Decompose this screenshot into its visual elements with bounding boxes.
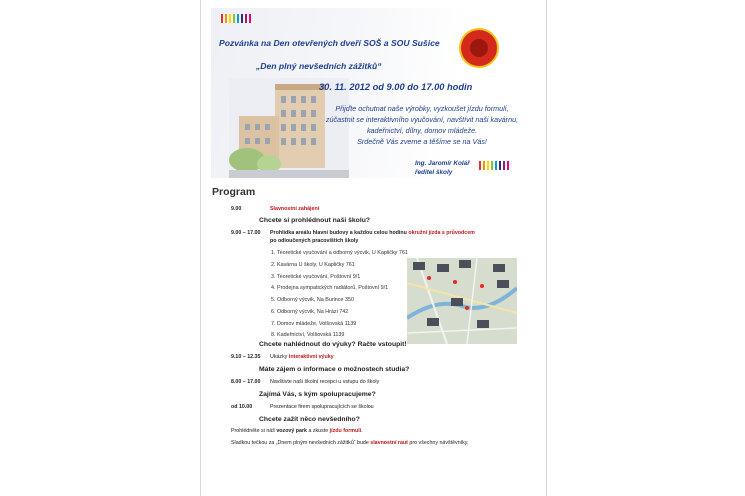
partners-description: Prezentace firem spolupracujících se školou [270, 404, 374, 410]
lessons-time: 9.10 – 12.35 [231, 354, 261, 360]
closing-text: Sladkou tečkou za „Dnem plným nevšedních zážitků“ bude slavnostní raut pro všechny návštěvníky. [231, 440, 469, 446]
invitation-title: Pozvánka na Den otevřených dveří SOŠ a SOU Sušice [219, 38, 440, 48]
signature: Ing. Jaromír Kolář ředitel školy [415, 160, 470, 176]
info-time: 8.00 – 17.00 [231, 379, 261, 385]
list-item: 4. Prodejna sympatických radiátorů, Poštovní 9/1 [271, 285, 389, 292]
tour-description-cont: po odloučených pracovištích školy [270, 238, 359, 244]
question-lessons: Chcete nahlédnout do výuky? Račte vstoupit! [259, 341, 407, 348]
list-item: 5. Odborný výcvik, Na Burince 350 [271, 297, 354, 303]
list-item: 6. Odborný výcvik, Na Hrázi 742 [271, 308, 349, 315]
info-description: Navštivte naši školní recepci u vstupu do školy [270, 379, 380, 385]
tour-time: 9.00 – 17.00 [231, 230, 261, 236]
list-item: 2. Kavárna U školy, U Kapličky 761 [271, 261, 355, 268]
question-partners: Zajímá Vás, s kým spolupracujeme? [259, 391, 376, 398]
list-item: 3. Teoretické vyučování, Poštovní 9/1 [271, 273, 361, 280]
program-title: Program [212, 186, 256, 198]
color-stripes-bottom [479, 161, 509, 170]
lessons-description: Ukázky interaktivní výuky [270, 354, 334, 360]
color-stripes-top [221, 14, 251, 23]
school-logo [459, 28, 499, 68]
invitation-page [200, 0, 547, 496]
event-date: 30. 11. 2012 od 9.00 do 17.00 hodin [319, 82, 473, 92]
program-opening: 9.00 [231, 206, 242, 212]
car-fleet-text: Prohlédněte si náš vozový park a zkuste jízdu formulí. [231, 428, 363, 434]
location-list [271, 248, 408, 342]
tour-description: Prohlídka areálu hlavní budovy a každou celou hodinu okružní jízda s průvodcem [270, 230, 475, 236]
header-banner [211, 8, 531, 178]
list-item: 1. Teoretické vyučování a odborný výcvik, U Kapličky 761 [271, 250, 408, 256]
invitation-text: Přijďte ochutnat naše výrobky, vyzkoušet jízdu formulí, zúčastnit se interaktivního vyučování, navštívit naši kavárnu, kadeřnictví, dílny, domov mládeže. Srdečně Vás zveme a těšíme se na Vás! [325, 104, 519, 146]
invitation-subtitle: „Den plný nevšedních zážitků“ [256, 61, 382, 71]
partners-time: od 10.00 [231, 404, 253, 410]
question-school: Chcete si prohlédnout naši školu? [259, 217, 371, 224]
question-special: Chcete zažít něco nevšedního? [259, 416, 360, 423]
list-item: 8. Kadeřnictví, Volšovská 1139 [271, 332, 345, 339]
opening-label: Slavnostní zahájení [270, 206, 320, 212]
list-item: 7. Domov mládeže, Volšovská 1139 [271, 320, 357, 327]
location-map [407, 258, 517, 344]
question-study-info: Máte zájem o informace o možnostech studia? [259, 366, 410, 373]
